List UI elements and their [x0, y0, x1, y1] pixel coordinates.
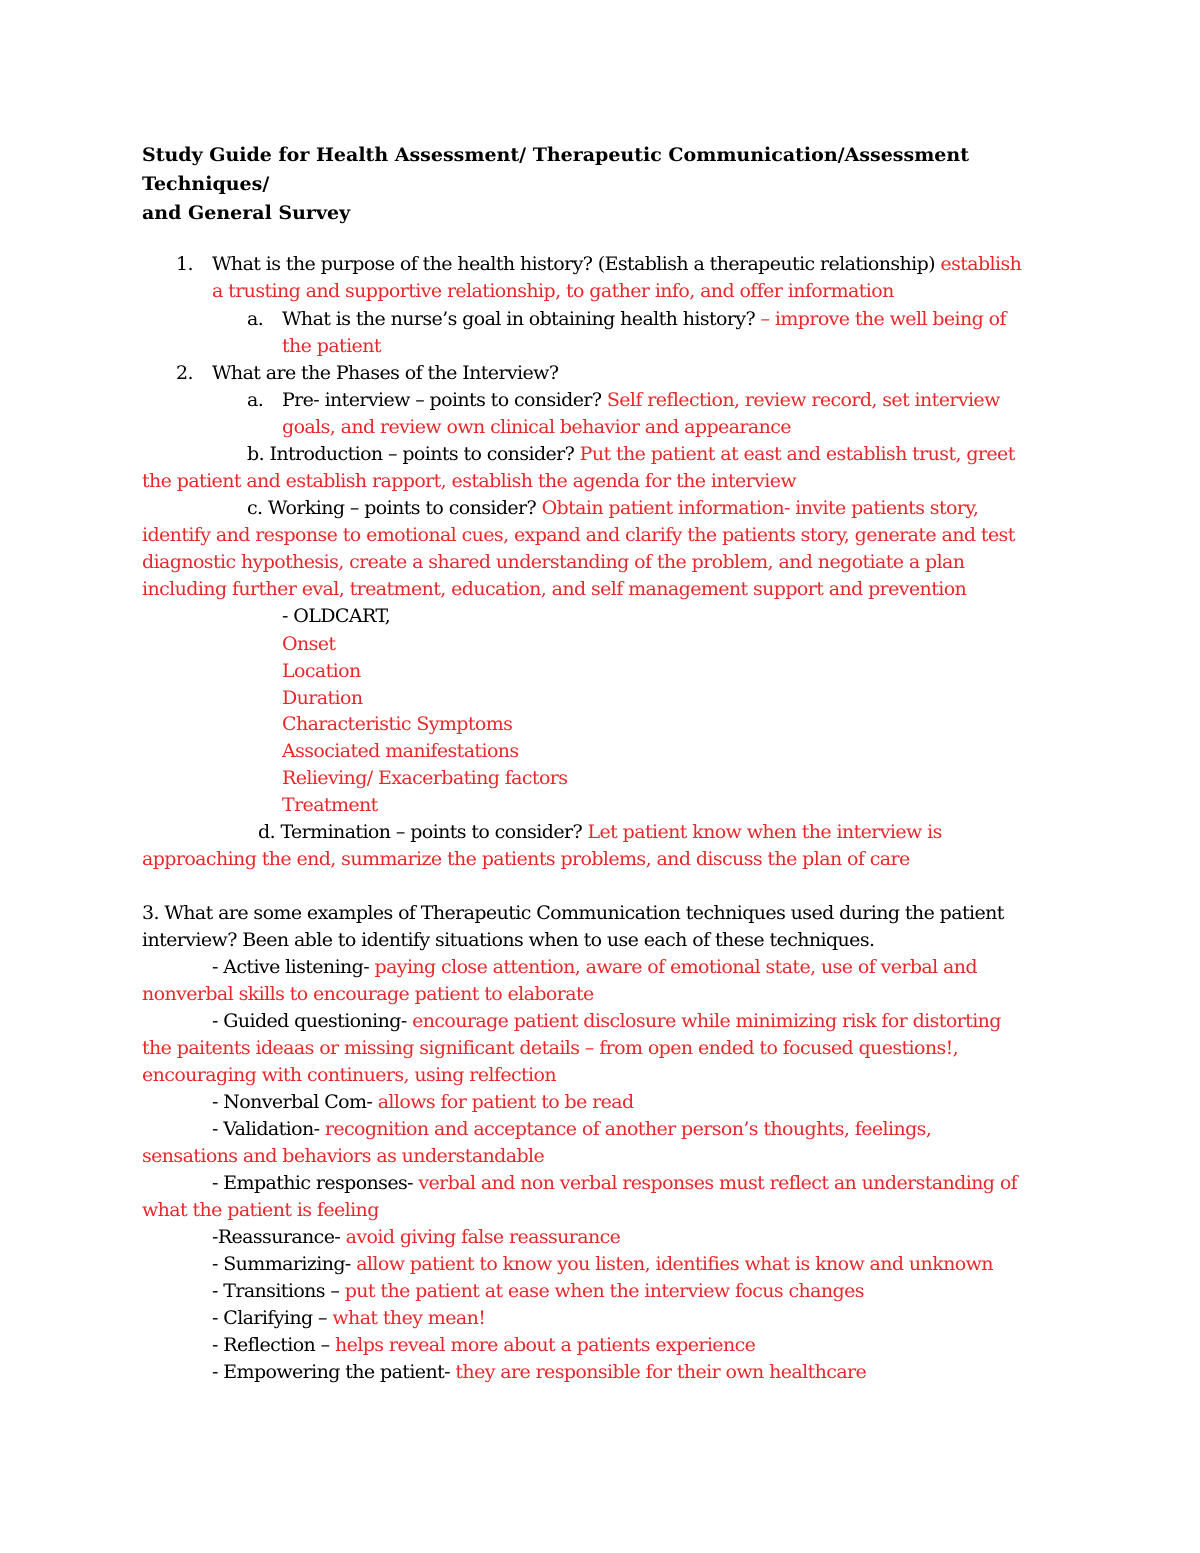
active-listening-answer-1: paying close attention, aware of emotional state, use of verbal and — [374, 956, 977, 978]
oldcart-item: Characteristic Symptoms — [282, 713, 513, 735]
q3-question-2: interview? Been able to identify situations when to use each of these techniques. — [142, 929, 875, 951]
summarizing-line — [212, 1251, 993, 1278]
clarifying-answer: what they mean! — [332, 1307, 486, 1329]
q2-question: What are the Phases of the Interview? — [212, 362, 559, 384]
transitions-line — [212, 1278, 864, 1305]
working-answer-4: including further eval, treatment, education, and self management support and prevention — [142, 578, 967, 600]
q1a-label: a. — [247, 308, 264, 330]
guided-questioning-term: - Guided questioning- — [212, 1010, 413, 1032]
transitions-term: - Transitions – — [212, 1280, 345, 1302]
q1-number: 1. — [176, 253, 193, 275]
guided-questioning-answer-3: encouraging with continuers, using relfection — [142, 1064, 557, 1086]
pre-interview-answer-2: goals, and review own clinical behavior and appearance — [282, 416, 791, 438]
oldcart-heading: - OLDCART, — [282, 605, 391, 627]
q2-number: 2. — [176, 362, 193, 384]
q2a-line-1 — [282, 387, 1000, 414]
active-listening-answer-2: nonverbal skills to encourage patient to elaborate — [142, 983, 594, 1005]
summarizing-term: - Summarizing- — [212, 1253, 357, 1275]
q1-answer-part-1: establish — [940, 253, 1022, 275]
q1a-answer-part-1: – improve the well being of — [760, 308, 1006, 330]
title-line-1: Study Guide for Health Assessment/ Therapeutic Communication/Assessment Techniques/ — [142, 144, 969, 195]
clarifying-line — [212, 1305, 485, 1332]
introduction-line-1 — [247, 441, 1015, 468]
active-listening-term: - Active listening- — [212, 956, 375, 978]
oldcart-item: Associated manifestations — [282, 740, 519, 762]
reflection-line — [212, 1332, 755, 1359]
empathic-line-1 — [212, 1170, 1017, 1197]
nonverbal-line — [212, 1089, 634, 1116]
reassurance-term: -Reassurance- — [212, 1226, 346, 1248]
empathic-answer-1: verbal and non verbal responses must reflect an understanding of — [418, 1172, 1018, 1194]
introduction-answer-1: Put the patient at east and establish trust, greet — [579, 443, 1015, 465]
q3-question-1: 3. What are some examples of Therapeutic Communication techniques used during the patient — [142, 902, 1004, 924]
pre-interview-answer-1: Self reflection, review record, set interview — [606, 389, 1000, 411]
termination-answer-2: approaching the end, summarize the patients problems, and discuss the plan of care — [142, 848, 910, 870]
working-answer-3: diagnostic hypothesis, create a shared understanding of the problem, and negotiate a plan — [142, 551, 965, 573]
nonverbal-term: - Nonverbal Com- — [212, 1091, 378, 1113]
empowering-answer: they are responsible for their own healthcare — [455, 1361, 867, 1383]
q1-line-1 — [212, 251, 1021, 278]
working-answer-1: Obtain patient information- invite patients story, — [541, 497, 979, 519]
validation-term: - Validation- — [212, 1118, 325, 1140]
reassurance-line — [212, 1224, 620, 1251]
q1-answer-part-2: a trusting and supportive relationship, to gather info, and offer information — [212, 280, 894, 302]
reflection-term: - Reflection – — [212, 1334, 335, 1356]
guided-questioning-answer-1: encourage patient disclosure while minimizing risk for distorting — [412, 1010, 1001, 1032]
clarifying-term: - Clarifying – — [212, 1307, 333, 1329]
empathic-term: - Empathic responses- — [212, 1172, 419, 1194]
reflection-answer: helps reveal more about a patients experience — [334, 1334, 756, 1356]
guided-questioning-line-1 — [212, 1008, 1001, 1035]
termination-answer-1: Let patient know when the interview is — [587, 821, 942, 843]
termination-prompt: d. Termination – points to consider? — [258, 821, 588, 843]
oldcart-item: Treatment — [282, 794, 378, 816]
guided-questioning-answer-2: the paitents ideaas or missing significant details – from open ended to focused questions!, — [142, 1037, 959, 1059]
validation-line-1 — [212, 1116, 931, 1143]
oldcart-item: Relieving/ Exacerbating factors — [282, 767, 568, 789]
document-title — [142, 141, 1082, 228]
q1a-answer-part-2: the patient — [282, 335, 381, 357]
introduction-prompt: b. Introduction – points to consider? — [247, 443, 580, 465]
nonverbal-answer: allows for patient to be read — [377, 1091, 634, 1113]
empathic-answer-2: what the patient is feeling — [142, 1199, 379, 1221]
active-listening-line-1 — [212, 954, 977, 981]
oldcart-item: Duration — [282, 687, 363, 709]
q1a-question: What is the nurse’s goal in obtaining health history? — [282, 308, 761, 330]
oldcart-item: Onset — [282, 633, 336, 655]
reassurance-answer: avoid giving false reassurance — [345, 1226, 621, 1248]
working-line-1 — [247, 495, 978, 522]
working-answer-2: identify and response to emotional cues, expand and clarify the patients story, generate and test — [142, 524, 1015, 546]
termination-line-1 — [258, 819, 942, 846]
oldcart-item: Location — [282, 660, 361, 682]
validation-answer-2: sensations and behaviors as understandable — [142, 1145, 545, 1167]
introduction-answer-2: the patient and establish rapport, establish the agenda for the interview — [142, 470, 797, 492]
transitions-answer: put the patient at ease when the interview focus changes — [344, 1280, 864, 1302]
title-line-2: and General Survey — [142, 202, 351, 224]
q1a-line-1 — [282, 306, 1006, 333]
working-prompt: c. Working – points to consider? — [247, 497, 542, 519]
pre-interview-prompt: Pre- interview – points to consider? — [282, 389, 607, 411]
empowering-term: - Empowering the patient- — [212, 1361, 456, 1383]
summarizing-answer: allow patient to know you listen, identifies what is know and unknown — [356, 1253, 993, 1275]
empowering-line — [212, 1359, 866, 1386]
q1-question: What is the purpose of the health history? (Establish a therapeutic relationship) — [212, 253, 941, 275]
q2a-label: a. — [247, 389, 264, 411]
validation-answer-1: recognition and acceptance of another person’s thoughts, feelings, — [324, 1118, 932, 1140]
